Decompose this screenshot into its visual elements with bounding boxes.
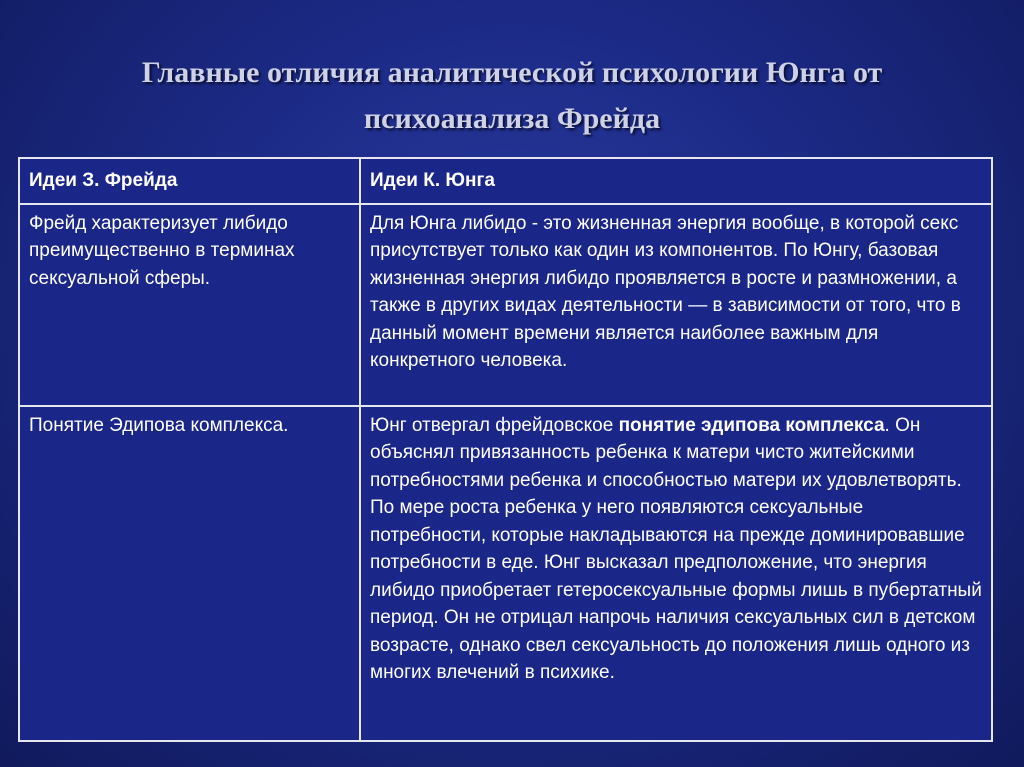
header-jung: Идеи К. Юнга (360, 158, 992, 204)
comparison-table (18, 157, 993, 742)
slide-title (40, 50, 984, 142)
header-freud: Идеи З. Фрейда (19, 158, 360, 204)
cell-jung-oedipus (360, 406, 992, 742)
table-row (19, 204, 992, 406)
comparison-table-container (18, 157, 991, 742)
cell-freud-libido: Фрейд характеризует либидо преимущественно в терминах сексуальной сферы. (19, 204, 360, 406)
cell-jung-libido: Для Юнга либидо - это жизненная энергия вообще, в которой секс присутствует только как один из компонентов. По Юнгу, базовая жизненная энергия либидо проявляется в росте и размножении, а также в других видах деятельности — в зависимости от того, что в данный момент времени является наиболее важным для конкретного человека. (360, 204, 992, 406)
jung-oedipus-prefix: Юнг отвергал фрейдовское (370, 414, 619, 436)
jung-oedipus-rest: . Он объяснял привязанность ребенка к матери чисто житейскими потребностями ребенка и способностью матери их удовлетворять. По мере роста ребенка у него появляются сексуальные потребности, которые накладываются на прежде доминировавшие потребности в еде. Юнг высказал предположение, что энергия либидо приобретает гетеросексуальные формы лишь в пубертатный период. Он не отрицал напрочь наличия сексуальных сил в детском возрасте, однако свел сексуальность до положения лишь одного из многих влечений в психике. (370, 414, 982, 683)
table-row (19, 406, 992, 742)
cell-freud-oedipus: Понятие Эдипова комплекса. (19, 406, 360, 742)
title-line-1: Главные отличия аналитической психологии Юнга от (141, 56, 883, 89)
table-header-row (19, 158, 992, 204)
title-line-2: психоанализа Фрейда (363, 102, 661, 135)
jung-oedipus-bold-term: понятие эдипова комплекса (618, 414, 885, 436)
